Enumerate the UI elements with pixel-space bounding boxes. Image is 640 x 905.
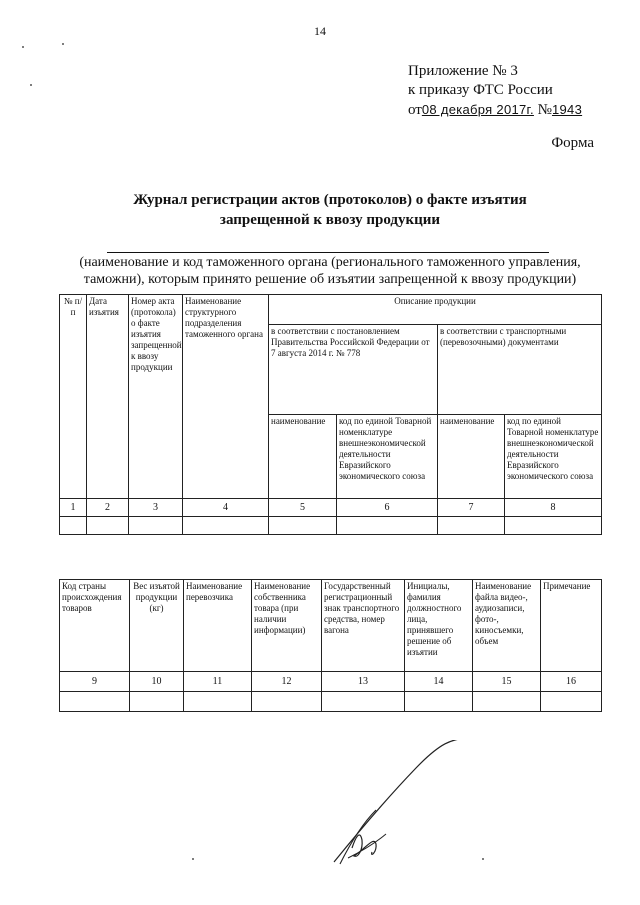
empty-row (60, 517, 602, 535)
col-number-3: 3 (129, 499, 183, 517)
col-number-2: 2 (87, 499, 129, 517)
scan-speck (22, 46, 24, 48)
header-owner: Наименование собственника товара (при наличии информации) (252, 580, 322, 672)
group-resolution: в соответствии с постановлением Правительства Российской Федерации от 7 августа 2014 г. № 778 (269, 325, 438, 415)
empty-cell (87, 517, 129, 535)
sub-name-1: наименование (269, 415, 337, 499)
scan-speck (192, 858, 194, 860)
empty-cell (322, 692, 405, 712)
header-no: № п/п (60, 295, 87, 499)
empty-cell (269, 517, 337, 535)
empty-cell (183, 517, 269, 535)
header-vehicle-plate: Государственный регистрационный знак транспортного средства, номер вагона (322, 580, 405, 672)
agency-caption-line-2: таможни), которым принято решение об изъятии запрещенной к ввозу продукции) (83, 272, 577, 287)
col-number-5: 5 (269, 499, 337, 517)
number-prefix: № (537, 102, 552, 118)
empty-cell (184, 692, 252, 712)
header-description: Описание продукции (269, 295, 602, 325)
agency-caption (70, 254, 590, 288)
empty-cell (541, 692, 602, 712)
appendix-order: к приказу ФТС России (408, 82, 553, 98)
sub-name-2: наименование (438, 415, 505, 499)
empty-cell (130, 692, 184, 712)
col-number-16: 16 (541, 672, 602, 692)
empty-cell (129, 517, 183, 535)
signature (330, 740, 470, 870)
appendix-title: Приложение № 3 (408, 63, 518, 79)
empty-cell (505, 517, 602, 535)
header-media-file: Наименование файла видео-, аудиозаписи, фото-, киносъемки, объем (473, 580, 541, 672)
col-number-7: 7 (438, 499, 505, 517)
header-act: Номер акта (протокола) о факте изъятия запрещенной к ввозу продукции (129, 295, 183, 499)
appendix-date-line (408, 100, 582, 120)
col-number-6: 6 (337, 499, 438, 517)
title-line-2: запрещенной к ввозу продукции (219, 212, 441, 228)
document-title (80, 190, 580, 230)
empty-cell (405, 692, 473, 712)
empty-cell (252, 692, 322, 712)
header-date: Дата изъятия (87, 295, 129, 499)
empty-cell (60, 692, 130, 712)
title-line-1: Журнал регистрации актов (протоколов) о факте изъятия (133, 192, 527, 208)
header-carrier: Наименование перевозчика (184, 580, 252, 672)
journal-table-2 (59, 579, 602, 712)
empty-cell (438, 517, 505, 535)
col-number-1: 1 (60, 499, 87, 517)
sub-code-1: код по единой Товарной номенклатуре внешнеэкономической деятельности Евразийского экономического союза (337, 415, 438, 499)
header-weight: Вес изъятой продукции (кг) (130, 580, 184, 672)
empty-cell (60, 517, 87, 535)
order-number: 1943 (551, 102, 583, 117)
agency-fill-line (107, 252, 549, 253)
empty-row (60, 692, 602, 712)
page-number: 14 (314, 24, 326, 38)
header-unit: Наименование структурного подразделения таможенного органа (183, 295, 269, 499)
col-number-8: 8 (505, 499, 602, 517)
journal-table-1 (59, 294, 602, 535)
form-label: Форма (551, 135, 594, 151)
col-number-13: 13 (322, 672, 405, 692)
sub-code-2: код по единой Товарной номенклатуре внешнеэкономической деятельности Евразийского экономического союза (505, 415, 602, 499)
scan-speck (30, 84, 32, 86)
appendix-block (408, 62, 582, 120)
order-date: 08 декабря 2017г. (421, 102, 534, 117)
header-country-code: Код страны происхождения товаров (60, 580, 130, 672)
col-number-11: 11 (184, 672, 252, 692)
col-number-10: 10 (130, 672, 184, 692)
col-number-14: 14 (405, 672, 473, 692)
col-number-15: 15 (473, 672, 541, 692)
header-note: Примечание (541, 580, 602, 672)
from-prefix: от (408, 102, 422, 118)
col-number-9: 9 (60, 672, 130, 692)
agency-caption-line-1: (наименование и код таможенного органа (регионального таможенного управления, (79, 255, 581, 270)
col-number-12: 12 (252, 672, 322, 692)
scan-speck (482, 858, 484, 860)
col-number-4: 4 (183, 499, 269, 517)
empty-cell (473, 692, 541, 712)
scan-speck (62, 43, 64, 45)
group-transport: в соответствии с транспортными (перевозочными) документами (438, 325, 602, 415)
header-official: Инициалы, фамилия должностного лица, принявшего решение об изъятии (405, 580, 473, 672)
empty-cell (337, 517, 438, 535)
